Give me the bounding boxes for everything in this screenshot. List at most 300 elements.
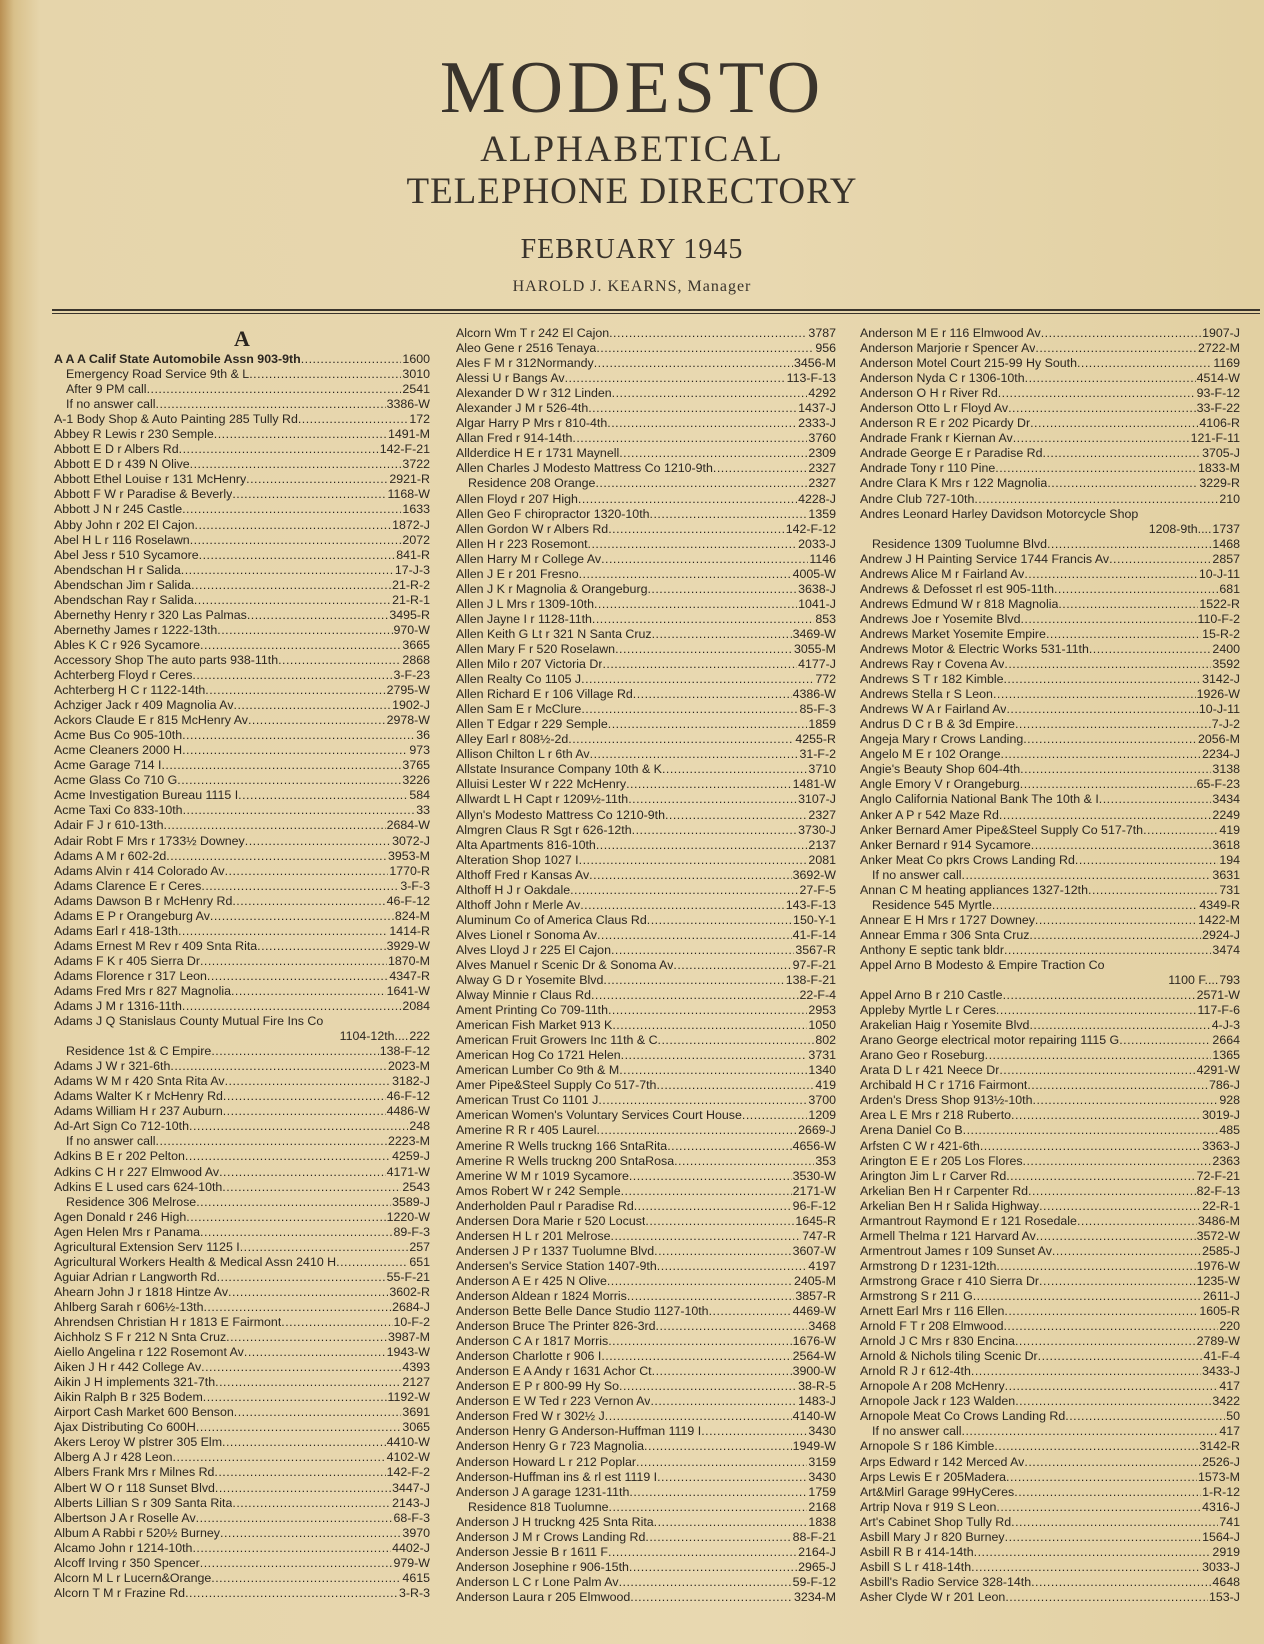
listing-name: Art&Mirl Garage 99HyCeres [860, 1484, 1015, 1499]
listing-phone: 2965-J [798, 1559, 836, 1574]
directory-subtitle-alphabetical: ALPHABETICAL [480, 129, 784, 170]
listing-name: Ajax Distributing Co 600H [54, 1420, 196, 1435]
dot-leader [336, 1255, 408, 1270]
listing-phone: 1833-M [1197, 461, 1240, 476]
listing-phone: 2541 [402, 382, 430, 397]
dot-leader [999, 808, 1212, 823]
listing-phone: 772 [815, 672, 836, 687]
listing-name: Anderson-Huffman ins & rl est 1119 I [456, 1469, 658, 1484]
listing-name: American Lumber Co 9th & M [456, 1063, 620, 1078]
listing-row [54, 1210, 430, 1225]
dot-leader [226, 1330, 387, 1345]
listing-row [54, 518, 430, 533]
listing-phone: 2669-J [798, 1123, 836, 1138]
dot-leader [1015, 1334, 1196, 1349]
listing-row [860, 1515, 1240, 1530]
listing-name: Achterberg H C r 1122-14th [54, 683, 206, 698]
listing-phone: 59-F-12 [792, 1574, 836, 1589]
listing-name: Adams J M r 1316-11th [54, 999, 182, 1014]
listing-row [456, 838, 836, 853]
listing-row [456, 988, 836, 1003]
listing-phone: 33-F-22 [1196, 401, 1240, 416]
listing-phone: 824-M [394, 908, 430, 923]
dot-leader [650, 507, 808, 522]
listing-name: Allwardt L H Capt r 1209½-11th [456, 792, 629, 807]
dot-leader [598, 1093, 807, 1108]
dot-leader [602, 657, 797, 672]
listing-name: Agricultural Workers Health & Medical Assn 2410 H [54, 1254, 337, 1269]
listing-phone: 1414-R [389, 923, 430, 938]
dot-leader [1024, 1455, 1201, 1470]
listing-phone: 2868 [402, 652, 430, 667]
listing-name: Arano George electrical motor repairing 1115 G [860, 1033, 1120, 1048]
listing-row [456, 1003, 836, 1018]
listing-name: Allen Richard E r 106 Village Rd [456, 687, 633, 702]
dot-leader [200, 638, 401, 653]
listing-name: Artrip Nova r 919 S Leon [860, 1499, 997, 1514]
listing-phone: 681 [1219, 581, 1240, 596]
listing-phone: 4106-R [1199, 416, 1240, 431]
listing-name: Adair Robt F Mrs r 1733½ Downey [54, 833, 245, 848]
listing-name: Anderson Howard L r 212 Poplar [456, 1454, 636, 1469]
listing-row [54, 472, 430, 487]
listing-name: Adams J Q Stanislaus County Mutual Fire Ins Co [54, 1014, 324, 1029]
listing-row [54, 1586, 430, 1601]
listing-phone: 1146 [809, 551, 836, 566]
dot-leader [654, 1515, 808, 1530]
listing-phone: 1902-J [392, 698, 430, 713]
dot-leader [1119, 1033, 1211, 1048]
listing-phone: 3434 [1212, 792, 1240, 807]
dot-leader [201, 879, 399, 894]
dot-leader [608, 717, 808, 732]
listing-row [456, 582, 836, 597]
listing-name: Adams Ernest M Rev r 409 Snta Rita [54, 938, 258, 953]
dot-leader [200, 1225, 392, 1240]
listing-phone: 485 [1219, 1123, 1240, 1138]
listing-row [54, 457, 430, 472]
listing-phone: 1645-R [795, 1213, 836, 1228]
dot-leader [195, 518, 392, 533]
listing-row [456, 642, 836, 657]
dot-leader [185, 1586, 398, 1601]
listing-row [456, 1364, 836, 1379]
dot-leader [1058, 597, 1198, 612]
listing-name: Allen Sam E r McClure [456, 702, 582, 717]
listing-row [54, 412, 430, 427]
listing-phone: 2171-W [792, 1183, 836, 1198]
listing-name: Althoff John r Merle Av [456, 897, 581, 912]
listing-phone: 82-F-13 [1196, 1183, 1240, 1198]
listing-name: Appel Arno B Modesto & Empire Traction Co [860, 957, 1105, 972]
listing-phone: 4615 [402, 1570, 430, 1585]
listing-row [54, 1165, 430, 1180]
listing-name: Alcoff Irving r 350 Spencer [54, 1555, 200, 1570]
listing-name: Alluisi Lester W r 222 McHenry [456, 777, 627, 792]
dot-leader [581, 702, 798, 717]
listing-name: Arkelian Ben H r Salida Highway [860, 1198, 1040, 1213]
listing-name: 1104-12th.... [339, 1029, 409, 1044]
listing-name: Andrews & Defosset rl est 905-11th [860, 581, 1054, 596]
listing-phone: 417 [1219, 1379, 1240, 1394]
listing-row [54, 1180, 430, 1195]
dot-leader [619, 446, 807, 461]
listing-name: Amer Pipe&Steel Supply Co 517-7th [456, 1078, 657, 1093]
listing-row [456, 1530, 836, 1545]
listing-row [860, 988, 1240, 1003]
listing-name: Andersen's Service Station 1407-9th [456, 1258, 657, 1273]
listing-name: Abbey R Lewis r 230 Semple [54, 427, 214, 442]
listing-phone: 7-J-2 [1211, 717, 1240, 732]
listing-name: Alves Manuel r Scenic Dr & Sonoma Av [456, 957, 674, 972]
listing-row [860, 672, 1240, 687]
listing-phone: 741 [1219, 1514, 1240, 1529]
listing-row [54, 1526, 430, 1541]
dot-leader [257, 939, 385, 954]
listing-name: Anderson A E r 425 N Olive [456, 1273, 607, 1288]
listing-name: Acme Glass Co 710 G [54, 773, 178, 788]
listing-name: Alley Earl r 808½-2d [456, 732, 569, 747]
listing-name: Arnold R J r 612-4th [860, 1364, 971, 1379]
dot-leader [203, 1390, 387, 1405]
listing-name: American Trust Co 1101 J [456, 1093, 599, 1108]
listing-name: Anderson O H r River Rd [860, 386, 998, 401]
listing-phone: 2919 [1212, 1544, 1240, 1559]
listing-name: Allen Milo r 207 Victoria Dr [456, 657, 603, 672]
dot-leader [185, 1149, 391, 1164]
listing-name: Anthony E septic tank bldr [860, 942, 1004, 957]
dot-leader [652, 627, 792, 642]
listing-name: Anderson Laura r 205 Elmwood [456, 1589, 631, 1604]
listing-row [54, 608, 430, 623]
listing-name: Amerine R Wells truckng 166 SntaRita [456, 1138, 668, 1153]
listing-name: Anderson Otto L r Floyd Av [860, 401, 1009, 416]
listing-name: Asbill's Radio Service 328-14th [860, 1574, 1032, 1589]
listing-row [54, 1104, 430, 1119]
listing-phone: 3900-W [792, 1364, 836, 1379]
listing-name: Arnopole Meat Co Crows Landing Rd [860, 1409, 1066, 1424]
listing-phone: 3710 [808, 762, 836, 777]
dot-leader [1031, 838, 1212, 853]
listing-phone: 3-R-3 [399, 1585, 430, 1600]
listing-phone: 731 [1219, 882, 1240, 897]
dot-leader [298, 412, 408, 427]
directory-manager: HAROLD J. KEARNS, Manager [512, 278, 752, 295]
dot-leader [609, 326, 807, 341]
listing-row [54, 773, 430, 788]
listing-phone: 210 [1219, 491, 1240, 506]
listing-phone: 3953-M [387, 848, 430, 863]
dot-leader [189, 1119, 408, 1134]
dot-leader [1109, 552, 1211, 567]
listing-name: Arnett Earl Mrs r 116 Ellen [860, 1304, 1005, 1319]
listing-row [456, 597, 836, 612]
listing-row [54, 999, 430, 1014]
listing-name: Alexander J M r 526-4th [456, 401, 589, 416]
listing-phone: 956 [815, 341, 836, 356]
listing-row [54, 788, 430, 803]
dot-leader [248, 713, 386, 728]
dot-leader [579, 853, 808, 868]
listing-phone: 1422-M [1197, 912, 1240, 927]
listing-row [54, 939, 430, 954]
dot-leader [626, 777, 792, 792]
dot-leader [630, 1590, 793, 1605]
listing-row [860, 657, 1240, 672]
dot-leader [971, 1364, 1201, 1379]
listing-row [456, 1590, 836, 1605]
listing-row [456, 522, 836, 537]
listing-phone: 1220-W [386, 1209, 430, 1224]
dot-leader [996, 1500, 1201, 1515]
listing-phone: 1641-W [386, 983, 430, 998]
dot-leader [1043, 446, 1202, 461]
listing-phone: 1605-R [1199, 1304, 1240, 1319]
listing-name: Ament Printing Co 709-11th [456, 1003, 608, 1018]
listing-row [54, 1435, 430, 1450]
listing-row [456, 1078, 836, 1093]
listing-row [456, 371, 836, 386]
listing-name: Aguiar Adrian r Langworth Rd [54, 1269, 217, 1284]
listing-name: Alberts Lillian S r 309 Santa Rita [54, 1495, 233, 1510]
listing-phone: 1573-M [1197, 1469, 1240, 1484]
listing-name: Anderholden Paul r Paradise Rd [456, 1198, 634, 1213]
listing-phone: 2327 [808, 807, 836, 822]
dot-leader [996, 1259, 1195, 1274]
listing-name: Andrews W A r Fairland Av [860, 702, 1007, 717]
dot-leader [183, 803, 416, 818]
listing-phone: 22-R-1 [1202, 1198, 1240, 1213]
dot-leader [147, 382, 402, 397]
listing-phone: 970-W [393, 622, 430, 637]
listing-row [860, 838, 1240, 853]
listing-name: Andrade George E r Paradise Rd [860, 446, 1043, 461]
dot-leader [1008, 401, 1196, 416]
listing-phone: 3572-W [1196, 1228, 1240, 1243]
listing-name: Art's Cabinet Shop Tully Rd [860, 1514, 1012, 1529]
listing-phone: 353 [815, 1153, 836, 1168]
listing-phone: 4349-R [1199, 897, 1240, 912]
dot-leader [608, 1003, 807, 1018]
listing-name: Armstrong D r 1231-12th [860, 1258, 997, 1273]
listing-name: 1208-9th.... [1148, 521, 1212, 536]
listing-row [54, 864, 430, 879]
listing-name: If no answer call [66, 397, 156, 412]
listing-name: Allan Fred r 914-14th [456, 431, 573, 446]
listing-name: Aichholz S F r 212 N Snta Cruz [54, 1330, 227, 1345]
dot-leader [590, 747, 799, 762]
dot-leader [674, 1154, 814, 1169]
listing-phone: 85-F-3 [799, 702, 836, 717]
dot-leader [1047, 537, 1211, 552]
listing-row [54, 1059, 430, 1074]
dot-leader [245, 834, 391, 849]
listing-row [54, 578, 430, 593]
listing-name: Allen J E r 201 Fresno [456, 566, 579, 581]
listing-row [860, 1409, 1240, 1424]
listing-name: Adams Dawson B r McHenry Rd [54, 893, 233, 908]
listing-name: Armstrong Grace r 410 Sierra Dr [860, 1273, 1040, 1288]
listing-name: Anderson Henry G r 723 Magnolia [456, 1439, 645, 1454]
dot-leader [207, 969, 388, 984]
listing-phone: 1437-J [798, 401, 836, 416]
listing-name: Alessi U r Bangs Av [456, 371, 565, 386]
dot-leader [182, 743, 408, 758]
dot-leader [629, 1485, 807, 1500]
listing-phone: 4140-W [792, 1409, 836, 1424]
dot-leader [1054, 582, 1218, 597]
listing-row [456, 1515, 836, 1530]
listing-name: 1100 F.... [1168, 973, 1219, 988]
listing-row [456, 853, 836, 868]
dot-leader [231, 984, 386, 999]
listing-phone: 3456-M [793, 356, 836, 371]
listing-phone: 1483-J [798, 1394, 836, 1409]
listing-row [860, 792, 1240, 807]
listing-row [860, 1048, 1240, 1063]
listing-row [456, 1018, 836, 1033]
listing-name: Adams Earl r 418-13th [54, 923, 178, 938]
listing-phone: 4171-W [386, 1164, 430, 1179]
listing-phone: 1340 [808, 1063, 836, 1078]
listing-name: Allen Jayne I r 1128-11th [456, 611, 592, 626]
listing-row [860, 326, 1240, 341]
listing-name: Acme Taxi Co 833-10th [54, 803, 183, 818]
listing-phone: 222 [409, 1029, 430, 1044]
listing-name: Acme Investigation Bureau 1115 I [54, 788, 239, 803]
listing-name: Album A Rabbi r 520½ Burney [54, 1525, 220, 1540]
listing-row [54, 909, 430, 924]
listing-row [860, 1154, 1240, 1169]
listing-row [860, 1108, 1240, 1123]
listing-row [456, 1199, 836, 1214]
listing-name: Adkins C H r 227 Elmwood Av [54, 1164, 220, 1179]
listing-name: A A A Calif State Automobile Assn 903-9th [54, 352, 301, 366]
listing-name: Allen H r 223 Rosemont [456, 536, 588, 551]
listing-name: Arps Edward r 142 Merced Av [860, 1454, 1025, 1469]
listing-row [860, 1364, 1240, 1379]
dot-leader [1027, 1078, 1208, 1093]
listing-name: Andrews Alice M r Fairland Av [860, 566, 1025, 581]
dot-leader [214, 1465, 385, 1480]
listing-phone: 3631 [1212, 867, 1240, 882]
dot-leader [994, 1439, 1198, 1454]
dot-leader [594, 597, 797, 612]
listing-phone: 3700 [808, 1093, 836, 1108]
listing-row [456, 1033, 836, 1048]
listing-name: Anderson Bruce The Printer 826-3rd [456, 1319, 656, 1334]
dot-leader [1020, 777, 1196, 792]
dot-leader [170, 1059, 387, 1074]
dot-leader [588, 401, 797, 416]
dot-leader [215, 1481, 391, 1496]
listing-name: Andersen H L r 201 Melrose [456, 1228, 611, 1243]
listing-row [860, 762, 1240, 777]
listing-phone: 3929-W [386, 938, 430, 953]
dot-leader [186, 1210, 385, 1225]
listing-row [860, 1229, 1240, 1244]
listing-phone: 3987-M [387, 1330, 430, 1345]
listing-row [456, 823, 836, 838]
listing-phone: 2072 [402, 532, 430, 547]
listing-row [54, 758, 430, 773]
listing-row [54, 1541, 430, 1556]
dot-leader [178, 924, 388, 939]
listing-row [456, 1169, 836, 1184]
directory-subtitle-telephone: TELEPHONE DIRECTORY [406, 171, 858, 212]
dot-leader [1020, 762, 1211, 777]
listing-phone: 4197 [808, 1258, 836, 1273]
listing-row [54, 397, 430, 412]
listing-phone: 1949-W [792, 1439, 836, 1454]
listing-phone: 150-Y-1 [793, 912, 836, 927]
listing-row [456, 552, 836, 567]
listing-name: Allen Geo F chiropractor 1320-10th [456, 506, 650, 521]
listing-row [860, 552, 1240, 567]
dot-leader [190, 533, 402, 548]
listing-name: Armell Thelma r 121 Harvard Av [860, 1228, 1036, 1243]
dot-leader [565, 371, 786, 386]
listing-phone: 2564-W [792, 1349, 836, 1364]
listing-row [456, 1394, 836, 1409]
listing-name: Angeja Mary r Crows Landing [860, 732, 1024, 747]
listing-phone: 1976-W [1196, 1258, 1240, 1273]
listing-phone: 1481-W [792, 777, 836, 792]
listing-phone: 96-F-12 [792, 1198, 836, 1213]
listing-name: Abbott F W r Paradise & Beverly [54, 487, 233, 502]
listing-phone: 3469-W [792, 626, 836, 641]
listing-phone: 2789-W [1196, 1334, 1240, 1349]
listing-name: Andersen J P r 1337 Tuolumne Blvd [456, 1243, 655, 1258]
listing-row [860, 446, 1240, 461]
dot-leader [589, 868, 791, 883]
listing-name: Adams Florence r 317 Leon [54, 968, 207, 983]
listing-phone: 3-F-3 [400, 878, 430, 893]
listing-row [860, 1214, 1240, 1229]
listing-phone: 4-J-3 [1211, 1018, 1240, 1033]
listing-name: Allen Floyd r 207 High [456, 491, 578, 506]
listing-phone: 2033-J [798, 536, 836, 551]
listing-name: Ad-Art Sign Co 712-10th [54, 1119, 189, 1134]
listing-name: Adair F J r 610-13th [54, 818, 164, 833]
listing-row [54, 1405, 430, 1420]
listing-name: Almgren Claus R Sgt r 626-12th [456, 822, 632, 837]
dot-leader [665, 808, 807, 823]
listing-phone: 2585-J [1202, 1243, 1240, 1258]
listing-row [860, 492, 1240, 507]
listing-name: Adams Clarence E r Ceres [54, 878, 202, 893]
listing-phone: 3857-R [795, 1289, 836, 1303]
listing-phone: 4005-W [792, 566, 836, 581]
dot-leader [605, 1409, 792, 1424]
listing-name: Arington Jim L r Carver Rd [860, 1168, 1007, 1183]
listing-phone: 1041-J [798, 596, 836, 611]
listing-row [860, 1199, 1240, 1214]
listing-phone: 1-R-12 [1202, 1484, 1240, 1499]
dot-leader [166, 849, 387, 864]
listing-phone: 3618 [1212, 837, 1240, 852]
listing-row [860, 883, 1240, 898]
dot-leader [650, 1394, 797, 1409]
listing-row [456, 567, 836, 582]
listing-phone: 4402-J [392, 1540, 430, 1555]
listing-row [456, 446, 836, 461]
listing-phone: 89-F-3 [393, 1224, 430, 1239]
listing-phone: 1926-W [1196, 687, 1240, 702]
listing-row [860, 461, 1240, 476]
listing-name: Armentrout James r 109 Sunset Av [860, 1243, 1052, 1258]
listing-row [456, 1424, 836, 1439]
